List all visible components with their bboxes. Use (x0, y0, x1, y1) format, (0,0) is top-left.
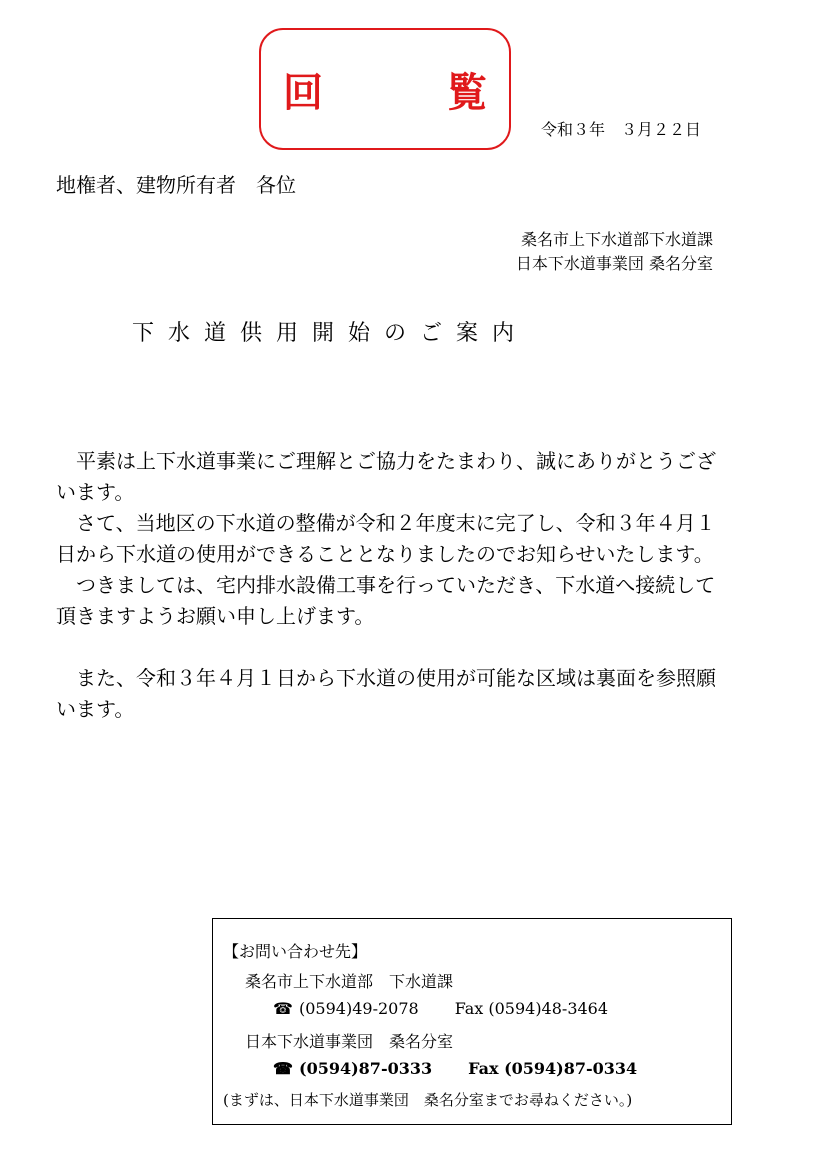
body-paragraph-4: また、令和３年４月１日から下水道の使用が可能な区域は裏面を参照願います。 (56, 666, 716, 721)
sender-line-2: 日本下水道事業団 桑名分室 (515, 254, 713, 273)
contact-org-2: 日本下水道事業団 桑名分室 (245, 1032, 454, 1051)
contact-phone-row-2 (273, 1059, 637, 1078)
fax-number-1: Fax (0594)48-3464 (454, 999, 609, 1018)
body-paragraph-2: さて、当地区の下水道の整備が令和２年度末に完了し、令和３年４月１日から下水道の使用ができることとなりましたのでお知らせいたします。 (56, 511, 716, 566)
body-text (56, 446, 728, 725)
document-date: 令和３年 ３月２２日 (541, 120, 702, 139)
contact-org-1: 桑名市上下水道部 下水道課 (245, 972, 454, 991)
phone-number-1: (0594)49-2078 (299, 999, 419, 1018)
contact-phone-row-1 (273, 999, 608, 1018)
fax-number-2: Fax (0594)87-0334 (468, 1059, 638, 1078)
sender-line-1: 桑名市上下水道部下水道課 (520, 230, 713, 249)
document-title: 下水道供用開始のご案内 (132, 321, 529, 346)
circulation-stamp (259, 28, 529, 150)
stamp-text: 回 覧 (283, 69, 529, 116)
phone-number-2: (0594)87-0333 (299, 1059, 433, 1078)
body-paragraph-1: 平素は上下水道事業にご理解とご協力をたまわり、誠にありがとうございます。 (56, 449, 716, 504)
recipient-line: 地権者、建物所有者 各位 (56, 173, 296, 197)
telephone-icon: ☎ (273, 1059, 293, 1078)
body-paragraph-3: つきましては、宅内排水設備工事を行っていただき、下水道へ接続して頂きますようお願い申し上げます。 (56, 573, 716, 628)
contact-box (212, 918, 732, 1125)
telephone-icon: ☎ (273, 999, 293, 1018)
sender-block (516, 228, 713, 276)
contact-heading: 【お問い合わせ先】 (223, 942, 368, 961)
contact-note: (まずは、日本下水道事業団 桑名分室までお尋ねください。) (223, 1091, 633, 1109)
